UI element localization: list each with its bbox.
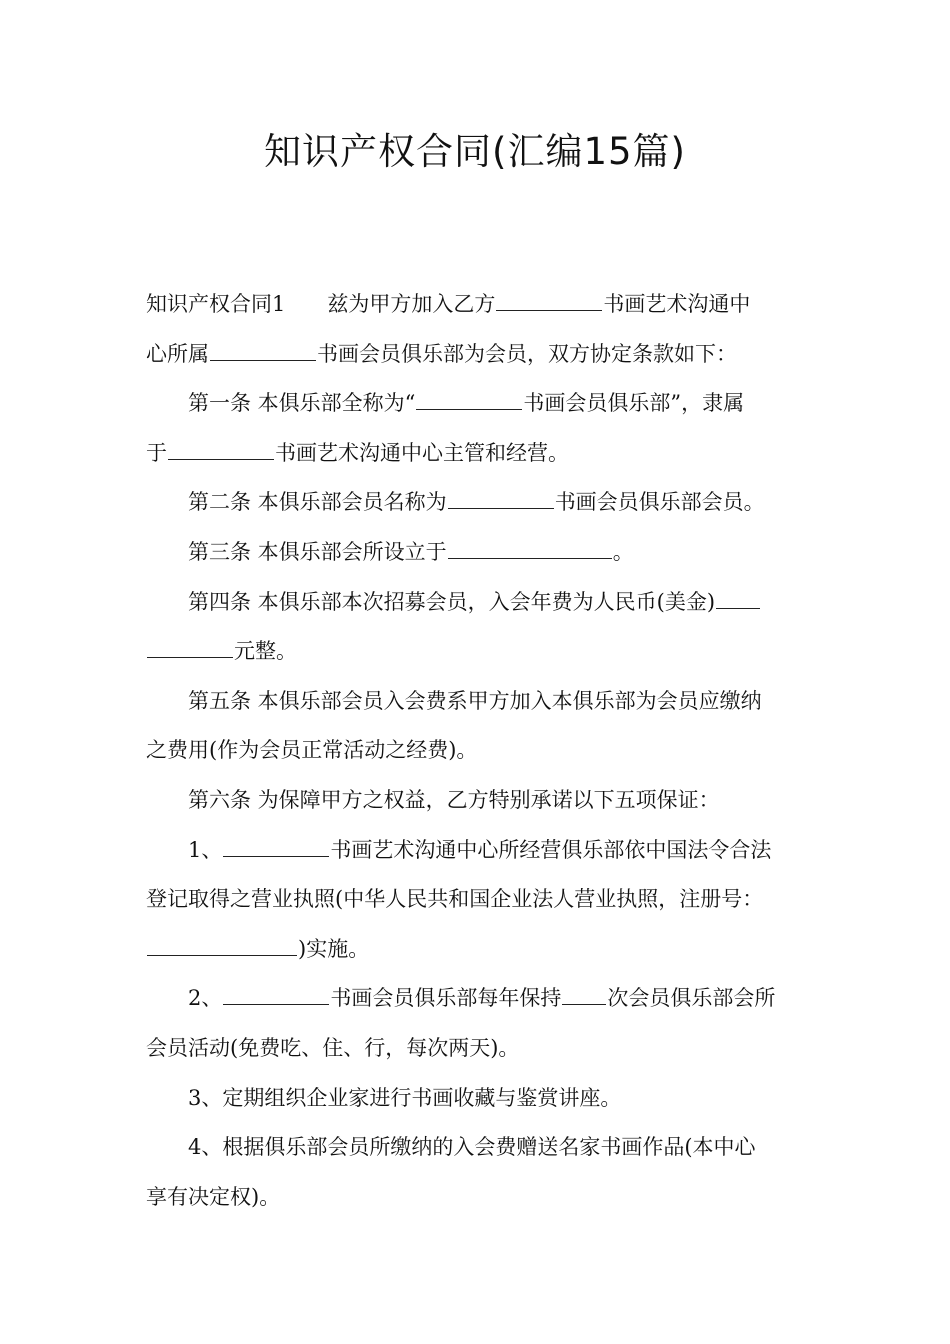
document-title: 知识产权合同(汇编15篇) [264, 130, 686, 173]
body-line [146, 875, 808, 925]
fill-blank [147, 937, 297, 956]
body-line [146, 429, 808, 479]
line-text: 书画艺术沟通中心主管和经营。 [275, 440, 569, 465]
body-line [146, 1024, 808, 1074]
line-text: 次会员俱乐部会所 [607, 986, 776, 1011]
line-text: 书画会员俱乐部会员。 [554, 490, 765, 515]
fill-blank [147, 639, 233, 658]
body-line [146, 528, 808, 578]
body-line [146, 974, 808, 1024]
section-heading: 知识产权合同1 [146, 292, 286, 316]
line-text: 第一条 本俱乐部全称为“ [188, 391, 416, 416]
body-line [146, 826, 808, 876]
line-text: 享有决定权)。 [146, 1184, 281, 1209]
body-line [146, 330, 808, 380]
line-text: 书画艺术沟通中 [603, 292, 751, 316]
line-text: 于 [146, 440, 167, 465]
line-text: 书画会员俱乐部”，隶属 [523, 391, 745, 416]
line-text: 登记取得之营业执照(中华人民共和国企业法人营业执照，注册号： [146, 887, 764, 912]
body-line [146, 726, 808, 776]
body-line [146, 379, 808, 429]
document-body [146, 280, 808, 1222]
line-text: 之费用(作为会员正常活动之经费)。 [146, 738, 478, 763]
line-text: 心所属 [146, 341, 209, 366]
line-text: 。 [612, 539, 634, 564]
body-line [146, 578, 808, 628]
body-line [146, 677, 808, 727]
fill-blank [448, 490, 554, 509]
fill-blank [168, 441, 274, 460]
line-text: 第五条 本俱乐部会员入会费系甲方加入本俱乐部为会员应缴纳 [188, 688, 762, 713]
fill-blank [416, 391, 522, 410]
line-text: 书画会员俱乐部每年保持 [330, 986, 562, 1011]
line-text: 4、根据俱乐部会员所缴纳的入会费赠送名家书画作品(本中心 [188, 1135, 756, 1160]
body-line [146, 478, 808, 528]
body-line [146, 1123, 808, 1173]
body-line [146, 1074, 808, 1124]
line-text: 第四条 本俱乐部本次招募会员，入会年费为人民币(美金) [188, 589, 716, 614]
fill-blank [448, 540, 612, 559]
fill-blank [716, 590, 760, 609]
line-text: 第三条 本俱乐部会所设立于 [188, 539, 447, 564]
line-text: 3、定期组织企业家进行书画收藏与鉴赏讲座。 [188, 1085, 622, 1110]
body-line [146, 627, 808, 677]
fill-blank [562, 986, 606, 1005]
body-line [146, 280, 808, 330]
body-line [146, 1173, 808, 1223]
line-text: 书画会员俱乐部为会员，双方协定条款如下： [317, 341, 737, 366]
fill-blank [496, 292, 602, 311]
line-text: 会员活动(免费吃、住、行，每次两天)。 [146, 1035, 520, 1060]
body-line [146, 776, 808, 826]
line-text: )实施。 [298, 936, 370, 961]
line-text: 第六条 为保障甲方之权益，乙方特别承诺以下五项保证： [188, 787, 720, 812]
line-text: 兹为甲方加入乙方 [327, 292, 496, 316]
line-text: 元整。 [234, 639, 297, 664]
fill-blank [223, 838, 329, 857]
line-text: 1、 [188, 837, 223, 862]
fill-blank [223, 986, 329, 1005]
fill-blank [210, 342, 316, 361]
line-text: 2、 [188, 986, 223, 1011]
line-text: 第二条 本俱乐部会员名称为 [188, 490, 447, 515]
line-text: 书画艺术沟通中心所经营俱乐部依中国法令合法 [330, 837, 772, 862]
body-line [146, 925, 808, 975]
